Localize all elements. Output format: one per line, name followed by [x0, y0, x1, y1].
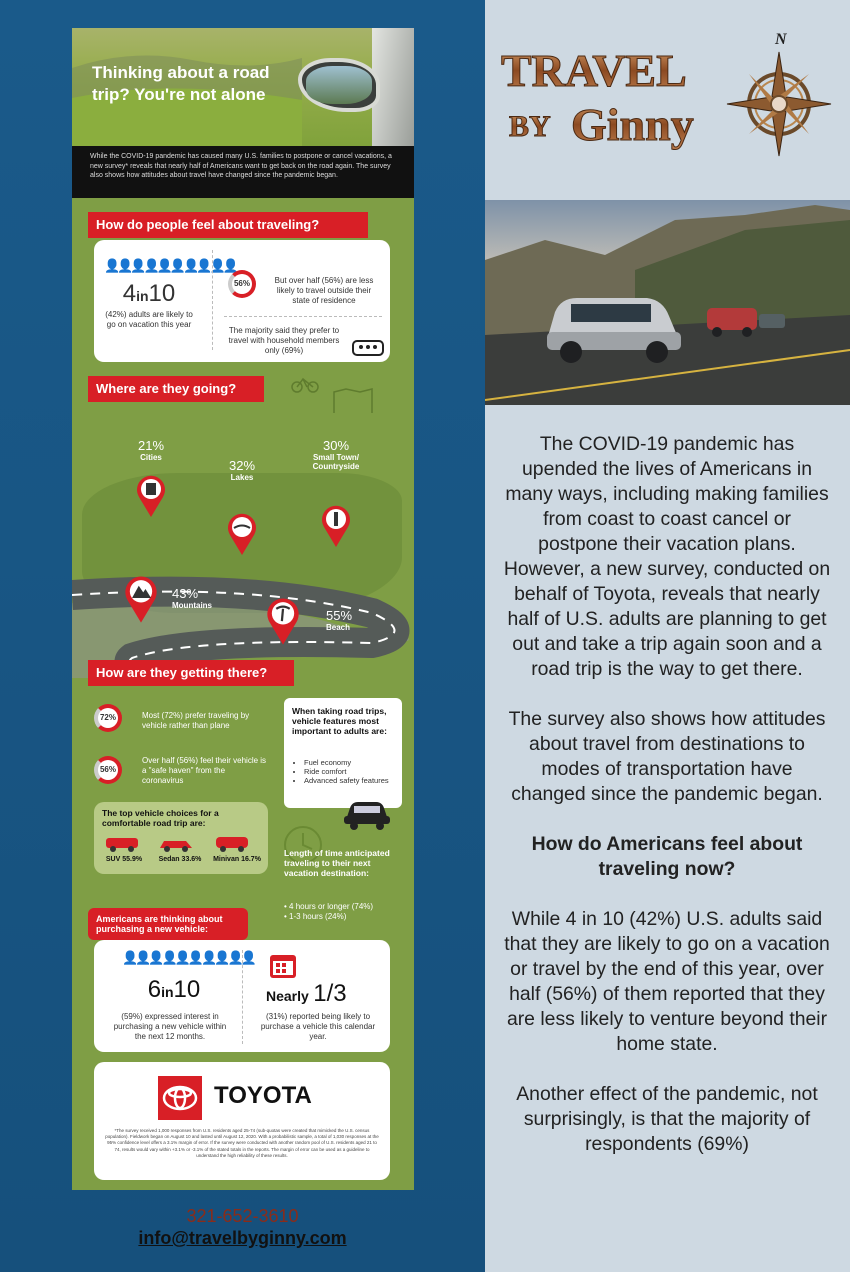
cities-pin-icon	[134, 473, 168, 517]
section-heading-feel: How do people feel about traveling?	[88, 212, 368, 238]
logo-travel: TRAVEL	[501, 45, 687, 96]
choice-sedan: Sedan 33.6%	[158, 856, 202, 863]
article-paragraph: Another effect of the pandemic, not surprisingly, is that the majority of respondents (69%)	[516, 1083, 818, 1155]
toyota-logo-icon	[158, 1076, 202, 1120]
dest-countryside: 30% Small Town/ Countryside	[312, 438, 360, 471]
nearly-one-third: Nearly 1/3	[266, 980, 347, 1007]
dest-beach: 55% Beach	[326, 608, 353, 632]
choice-minivan: Minivan 16.7%	[213, 856, 261, 863]
suv-icon	[104, 834, 140, 852]
intro-text: While the COVID-19 pandemic has caused many U.S. families to postpone or cancel vacations, a new survey* reveals that nearly half of Americans want to get back on the road again. The survey also shows how attitudes about travel have changed since the pandemic began.	[72, 146, 414, 198]
state-pct-circle: 56%	[228, 270, 256, 298]
state-text: But over half (56%) are less likely to travel outside their state of residence	[274, 276, 374, 305]
household-text: The majority said they prefer to travel with household members only (69%)	[228, 326, 340, 355]
article-subheading: How do Americans feel about traveling now?	[531, 833, 803, 880]
article-paragraph: The survey also shows how attitudes about travel from destinations to modes of transportation have changed since the pandemic began.	[508, 708, 826, 805]
section-heading-going: Where are they going?	[88, 376, 264, 402]
haven-text: Over half (56%) feel their vehicle is a "safe haven" from the coronavirus	[142, 756, 267, 785]
countryside-pin-icon	[319, 503, 353, 547]
section-heading-purchase: Americans are thinking about purchasing a new vehicle:	[88, 908, 248, 940]
feature-item: • Ride comfort	[304, 767, 398, 776]
contact-info	[0, 1205, 485, 1249]
minivan-icon	[214, 834, 250, 852]
divider	[224, 316, 382, 317]
travel-by-ginny-logo	[495, 28, 840, 178]
compass-rose-icon	[727, 52, 831, 156]
logo-by: BY	[509, 110, 551, 143]
length-item: • 1-3 hours (24%)	[284, 912, 347, 921]
purchase-card	[94, 940, 390, 1052]
right-panel	[485, 0, 850, 1272]
calendar-icon	[268, 950, 298, 980]
features-card	[284, 698, 402, 808]
bicycle-icon	[290, 374, 320, 394]
choice-suv: SUV 55.9%	[105, 856, 143, 863]
dest-lakes: 32% Lakes	[228, 458, 256, 482]
email-link[interactable]: info@travelbyginny.com	[138, 1228, 347, 1248]
logo-graphic	[495, 28, 840, 178]
people-icon-row: 👤👤👤👤👤👤👤👤👤👤	[104, 258, 236, 273]
dest-cities: 21% Cities	[137, 438, 165, 462]
feel-card	[94, 240, 390, 362]
haven-pct-circle: 56%	[94, 756, 122, 784]
beach-pin-icon	[264, 595, 302, 645]
car-family-icon	[350, 334, 386, 360]
road-trip-photo	[485, 200, 850, 405]
length-item: • 4 hours or longer (74%)	[284, 902, 374, 911]
dest-mountains: 43% Mountains	[172, 586, 212, 610]
destinations-map	[72, 413, 414, 678]
features-list	[304, 758, 398, 785]
vehicle-choices-card	[94, 802, 268, 874]
people-icon-row: 👤👤👤👤👤👤👤👤👤👤	[122, 950, 254, 965]
lakes-pin-icon	[225, 511, 259, 555]
divider	[242, 950, 243, 1044]
purchase-text: (59%) expressed interest in purchasing a new vehicle within the next 12 months.	[113, 1012, 227, 1041]
feature-item: • Advanced safety features	[304, 776, 398, 785]
toyota-wordmark: TOYOTA	[214, 1082, 312, 1109]
choices-title: The top vehicle choices for a comfortable road trip are:	[102, 808, 219, 828]
infographic	[72, 28, 414, 1190]
ratio-4-in-10: 4in10	[122, 280, 176, 307]
ratio-6-in-10: 6in10	[147, 976, 201, 1003]
phone-number[interactable]: 321-652-3610	[186, 1206, 299, 1226]
article-paragraph: While 4 in 10 (42%) U.S. adults said that they are likely to go on a vacation or travel by the end of this year, over half (56%) of them reported that they are less likely to venture beyond their home state.	[504, 908, 830, 1055]
feature-item: • Fuel economy	[304, 758, 398, 767]
mountains-pin-icon	[122, 573, 160, 623]
sedan-icon	[158, 834, 194, 852]
hero-banner	[72, 28, 414, 146]
article-body	[503, 432, 831, 1182]
nearly-text: (31%) reported being likely to purchase a vehicle this calendar year.	[260, 1012, 376, 1041]
logo-ginny: Ginny	[571, 99, 694, 150]
article-paragraph: The COVID-19 pandemic has upended the lives of Americans in many ways, including making families from coast to coast cancel or postpone their vacation plans. However, a new survey, conducted on behalf of Toyota, reveals that nearly half of U.S. adults are planning to get out and take a trip again soon and a road trip is the way to get there.	[503, 433, 831, 680]
feel-text: (42%) adults are likely to go on vacation this year	[105, 310, 193, 329]
car-icon	[342, 796, 392, 830]
vehicle-pct-circle: 72%	[94, 704, 122, 732]
suv-road-photo-graphic	[485, 200, 850, 405]
compass-north: N	[775, 31, 787, 48]
features-title: When taking road trips, vehicle features most important to adults are:	[292, 706, 387, 736]
hero-title: Thinking about a road trip? You're not alone	[92, 63, 270, 104]
divider	[212, 250, 213, 350]
length-title: Length of time anticipated traveling to their next vacation destination:	[284, 848, 390, 878]
section-heading-getting: How are they getting there?	[88, 660, 294, 686]
vehicle-text: Most (72%) prefer traveling by vehicle rather than plane	[142, 711, 250, 730]
toyota-card	[94, 1062, 390, 1180]
footnote: *The survey received 1,000 responses from U.S. residents aged 25-74 (sub-quotas were created that mimicked the U.S. census population). Fieldwork began on August 10 and lasted until August 12, 2020. With a probabilistic sample, a total of 1,030 responses at the 95% confidence level offers a 3.1% margin of error. If the survey were conducted with another random pool of U.S. residents aged 21 to 74, results would vary within +3.1% or -3.1% of the stated totals in the reports. The margin of error can be used as a guideline to understand the high reliability of these results.	[105, 1128, 379, 1158]
